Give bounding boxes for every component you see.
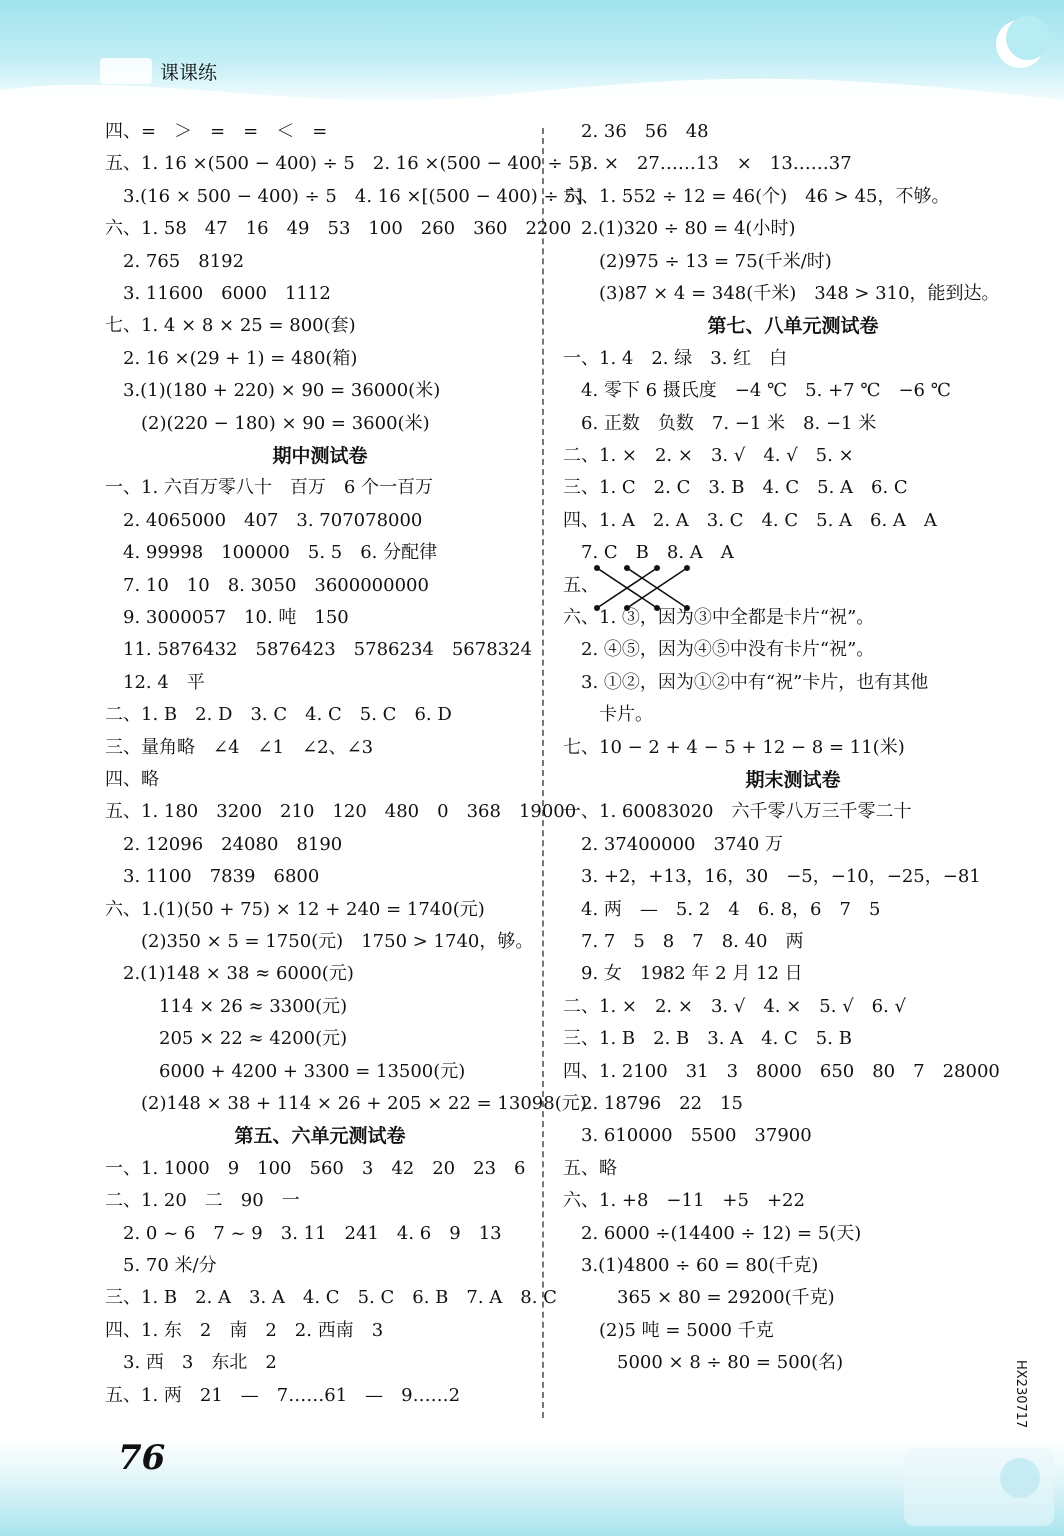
answer-line: 2. 16 ×(29 + 1) = 480(箱) bbox=[105, 347, 358, 369]
answer-line: 二、1. B 2. D 3. C 4. C 5. C 6. D bbox=[105, 704, 452, 726]
answer-line: 3. ①②，因为①②中有“祝”卡片，也有其他 bbox=[563, 671, 929, 693]
answer-line: 六、1. ③，因为③中全都是卡片“祝”。 bbox=[563, 607, 875, 628]
answer-line: 2. 0 ~ 6 7 ~ 9 3. 11 241 4. 6 9 13 bbox=[105, 1222, 502, 1244]
answer-line: 五、1. 180 3200 210 120 480 0 368 19000 bbox=[105, 801, 577, 823]
answer-line: 五、略 bbox=[563, 1157, 617, 1179]
answer-line: 四、1. 东 2 南 2 2. 西南 3 bbox=[105, 1319, 384, 1341]
answer-line: 二、1. × 2. × 3. √ 4. √ 5. × bbox=[563, 445, 854, 466]
answer-line: 2. 12096 24080 8190 bbox=[105, 833, 343, 855]
answer-line: 六、1.(1)(50 + 75) × 12 + 240 = 1740(元) bbox=[105, 898, 485, 920]
answer-line: 365 × 80 = 29200(千克) bbox=[563, 1287, 835, 1309]
answer-line: (3)87 × 4 = 348(千米) 348 > 310，能到达。 bbox=[563, 283, 1000, 304]
moon-icon bbox=[990, 14, 1050, 74]
answer-line: 2. 4065000 407 3. 707078000 bbox=[105, 509, 423, 531]
answer-line: 二、1. 20 二 90 一 bbox=[105, 1190, 300, 1212]
header-title: 课课练 bbox=[160, 62, 218, 84]
answer-line: 11. 5876432 5876423 5786234 5678324 bbox=[105, 639, 533, 661]
answer-line: 4. 99998 100000 5. 5 6. 分配律 bbox=[105, 542, 438, 564]
answer-line: 四、= ＞ = = ＜ = bbox=[105, 121, 328, 142]
answer-line: 3. +2，+13，16，30 −5，−10，−25，−81 bbox=[563, 866, 981, 888]
answer-line: 一、1. 1000 9 100 560 3 42 20 23 6 bbox=[105, 1157, 526, 1179]
answer-line: 2. 36 56 48 bbox=[563, 121, 709, 142]
answer-line: 2. ④⑤，因为④⑤中没有卡片“祝”。 bbox=[563, 639, 875, 661]
answer-line: 四、1. 2100 31 3 8000 650 80 7 28000 bbox=[563, 1060, 1000, 1082]
answer-line: 3. 11600 6000 1112 bbox=[105, 283, 331, 304]
section-heading: 期末测试卷 bbox=[745, 769, 841, 791]
answer-line: 二、1. × 2. × 3. √ 4. × 5. √ 6. √ bbox=[563, 995, 907, 1017]
answer-line: 3.(1)(180 + 220) × 90 = 36000(米) bbox=[105, 380, 441, 402]
answer-line: 12. 4 平 bbox=[105, 671, 205, 693]
section-heading: 第七、八单元测试卷 bbox=[707, 315, 879, 338]
answer-line: 六、1. 58 47 16 49 53 100 260 360 2200 bbox=[105, 218, 572, 240]
answer-line: (2)(220 − 180) × 90 = 3600(米) bbox=[105, 412, 430, 434]
answer-line: 7. 7 5 8 7 8. 40 两 bbox=[563, 931, 804, 952]
answer-line: 三、量角略 ∠4 ∠1 ∠2、∠3 bbox=[105, 736, 374, 758]
answer-line: 3.(16 × 500 − 400) ÷ 5 4. 16 ×[(500 − 400) ÷ 5] bbox=[105, 185, 583, 207]
answer-line: 2.(1)320 ÷ 80 = 4(小时) bbox=[563, 218, 796, 240]
answer-line: 2.(1)148 × 38 ≈ 6000(元) bbox=[105, 963, 354, 985]
answer-line: 5000 × 8 ÷ 80 = 500(名) bbox=[563, 1352, 844, 1374]
answer-line: 6000 + 4200 + 3300 = 13500(元) bbox=[105, 1060, 466, 1082]
answer-line: 3. 1100 7839 6800 bbox=[105, 866, 320, 888]
answer-line: 五、 bbox=[563, 574, 599, 596]
answer-line: 9. 女 1982 年 2 月 12 日 bbox=[563, 963, 803, 985]
answer-line: 5. 70 米/分 bbox=[105, 1255, 217, 1276]
answer-line: 6. 正数 负数 7. −1 米 8. −1 米 bbox=[563, 412, 877, 434]
column-divider bbox=[542, 128, 544, 1418]
answer-line: 六、1. 552 ÷ 12 = 46(个) 46 > 45，不够。 bbox=[563, 185, 950, 207]
section-heading: 期中测试卷 bbox=[272, 445, 368, 467]
answer-line: 7. 10 10 8. 3050 3600000000 bbox=[105, 574, 429, 596]
side-code: HX230717 bbox=[1013, 1360, 1028, 1429]
answer-line: 3.(1)4800 ÷ 60 = 80(千克) bbox=[563, 1255, 819, 1276]
answer-line: (2)350 × 5 = 1750(元) 1750 > 1740，够。 bbox=[105, 931, 534, 952]
page-header-banner bbox=[0, 0, 1064, 110]
answer-line: 四、1. A 2. A 3. C 4. C 5. A 6. A A bbox=[563, 509, 937, 531]
answer-line: 7. C B 8. A A bbox=[563, 542, 734, 564]
answer-line: 4. 两 — 5. 2 4 6. 8，6 7 5 bbox=[563, 898, 881, 920]
answer-line: 3. × 27……13 × 13……37 bbox=[563, 153, 852, 175]
answer-line: 一、1. 60083020 六千零八万三千零二十 bbox=[563, 801, 912, 823]
page-number: 76 bbox=[118, 1438, 166, 1478]
answer-line: (2)975 ÷ 13 = 75(千米/时) bbox=[563, 250, 832, 272]
answer-line: 五、1. 两 21 — 7……61 — 9……2 bbox=[105, 1384, 461, 1406]
answer-line: 2. 18796 22 15 bbox=[563, 1093, 743, 1114]
answer-line: 一、1. 六百万零八十 百万 6 个一百万 bbox=[105, 477, 434, 499]
answer-line: 一、1. 4 2. 绿 3. 红 白 bbox=[563, 347, 788, 369]
answer-line: 七、10 − 2 + 4 − 5 + 12 − 8 = 11(米) bbox=[563, 736, 905, 758]
answer-line: 205 × 22 ≈ 4200(元) bbox=[105, 1028, 348, 1050]
answer-line: 114 × 26 ≈ 3300(元) bbox=[105, 995, 348, 1017]
answer-line: 五、1. 16 ×(500 − 400) ÷ 5 2. 16 ×(500 − 400 ÷ 5) bbox=[105, 153, 587, 175]
answer-line: 3. 610000 5500 37900 bbox=[563, 1125, 812, 1147]
answer-line: 三、1. C 2. C 3. B 4. C 5. A 6. C bbox=[563, 477, 908, 499]
answer-line: 4. 零下 6 摄氏度 −4 ℃ 5. +7 ℃ −6 ℃ bbox=[563, 380, 951, 402]
answer-line: 七、1. 4 × 8 × 25 = 800(套) bbox=[105, 315, 356, 337]
answer-line: 2. 6000 ÷(14400 ÷ 12) = 5(天) bbox=[563, 1222, 862, 1244]
watermark-logo bbox=[900, 1442, 1060, 1532]
answer-line: 2. 37400000 3740 万 bbox=[563, 833, 784, 855]
header-badge bbox=[100, 58, 152, 84]
answer-line: 六、1. +8 −11 +5 +22 bbox=[563, 1190, 805, 1212]
answer-line: 四、略 bbox=[105, 769, 159, 790]
answer-line: 三、1. B 2. B 3. A 4. C 5. B bbox=[563, 1028, 852, 1050]
answer-line: 卡片。 bbox=[563, 704, 653, 726]
answer-line: 三、1. B 2. A 3. A 4. C 5. C 6. B 7. A 8. C bbox=[105, 1287, 557, 1309]
answer-line: 9. 3000057 10. 吨 150 bbox=[105, 607, 349, 628]
section-heading: 第五、六单元测试卷 bbox=[234, 1125, 406, 1148]
answer-line: (2)148 × 38 + 114 × 26 + 205 × 22 = 13098(元) bbox=[105, 1093, 587, 1114]
answer-line: 3. 西 3 东北 2 bbox=[105, 1352, 277, 1374]
answer-line: (2)5 吨 = 5000 千克 bbox=[563, 1319, 774, 1341]
answer-line: 2. 765 8192 bbox=[105, 250, 245, 272]
